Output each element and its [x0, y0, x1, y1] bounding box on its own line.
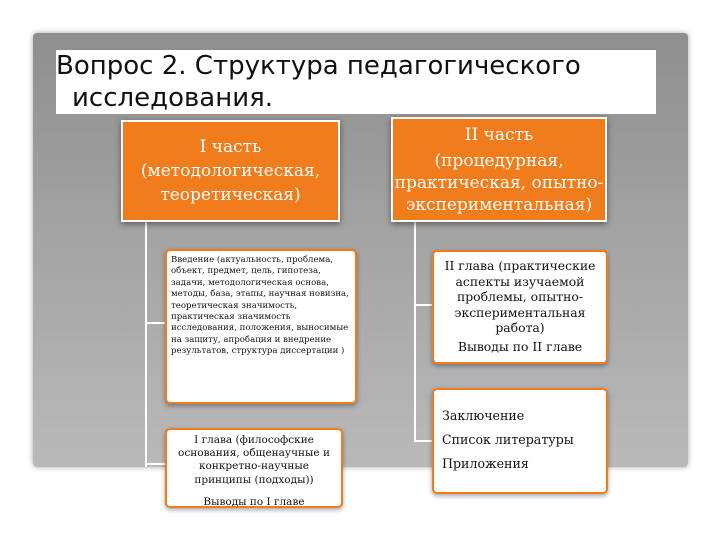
part2-chapter-line: аспекты изучаемой — [455, 273, 585, 289]
part2-header-line: II часть — [464, 124, 534, 145]
part2-chapter-card — [432, 250, 608, 364]
introduction-text: Введение (актуальность, проблема, объект, предмет, цель, гипотеза, задачи, методологическая основа, методы, база, этапы, научная новизна, теоретическая значимость, практическая значимость исследования, положения, выносимые на защиту, апробация и внедрение результатов, структура диссертации ) — [171, 255, 349, 357]
part2-chapter-line: проблемы, опытно- — [456, 289, 584, 305]
part2-chapter-line: II глава (практические — [444, 258, 596, 273]
part1-chapter-conclusion: Выводы по I главе — [203, 496, 305, 508]
slide-title — [56, 50, 656, 114]
title-line-2: исследования. — [72, 83, 274, 113]
final-item-conclusion: Заключение — [442, 408, 525, 423]
part2-chapter-line: работа) — [495, 320, 545, 336]
part1-connector-vertical — [145, 222, 147, 467]
part1-header-line: (методологическая, — [140, 161, 321, 181]
part1-header-box — [121, 120, 340, 222]
part1-header-line: теоретическая) — [160, 185, 301, 205]
part1-introduction-card — [165, 249, 357, 404]
part2-header-box — [391, 117, 607, 222]
part2-chapter-conclusion: Выводы по II главе — [457, 338, 583, 354]
part1-chapter-line: основания, общенаучные и — [178, 447, 330, 460]
part2-header-line: практическая, опытно- — [394, 172, 604, 193]
part2-connector-vertical — [414, 222, 416, 442]
final-item-references: Список литературы — [442, 432, 574, 447]
part1-chapter-line: конкретно-научные — [198, 460, 309, 473]
part1-header-line: I часть — [199, 137, 262, 157]
final-item-appendices: Приложения — [442, 456, 529, 471]
part2-header-line: экспериментальная) — [405, 194, 593, 215]
title-line-1: Вопрос 2. Структура педагогического — [56, 51, 581, 81]
part1-chapter-line: принципы (подходы)) — [194, 473, 314, 486]
part2-header-line: (процедурная, — [434, 150, 564, 171]
part2-chapter-line: экспериментальная — [454, 304, 586, 320]
part2-final-sections-card — [432, 388, 608, 494]
part1-chapter-line: I глава (философские — [194, 434, 314, 446]
